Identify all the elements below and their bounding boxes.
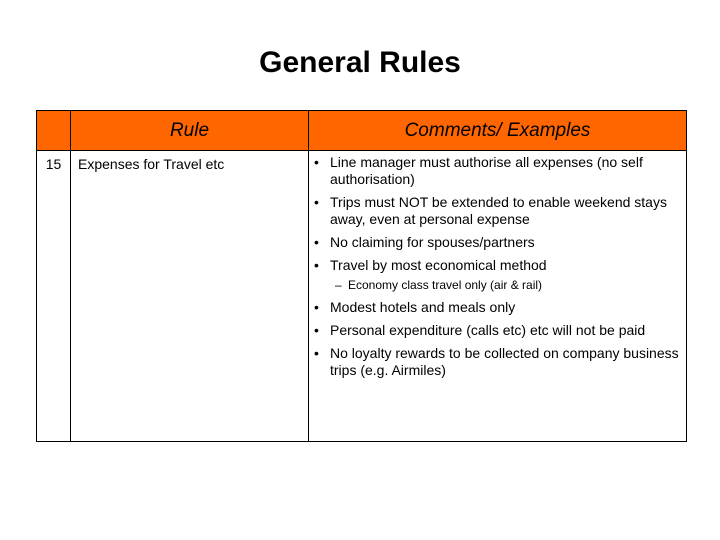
header-number	[37, 111, 71, 151]
dash-icon: –	[335, 278, 342, 292]
bullet-icon: •	[314, 345, 319, 361]
bullet-icon: •	[314, 154, 319, 170]
list-item: • No loyalty rewards to be collected on company business trips (e.g. Airmiles)	[314, 345, 679, 378]
list-item: • Line manager must authorise all expenses (no self authorisation)	[314, 154, 643, 187]
header-comments: Comments/ Examples	[309, 111, 687, 151]
bullet-icon: •	[314, 299, 319, 315]
list-item: • Modest hotels and meals only	[314, 299, 516, 315]
sub-list-item: – Economy class travel only (air & rail)	[335, 278, 543, 292]
header-rule: Rule	[71, 111, 309, 151]
rule-number: 15	[37, 151, 71, 442]
page-title: General Rules	[259, 46, 461, 79]
table-header-row	[37, 111, 687, 151]
list-item: • Travel by most economical method	[314, 257, 547, 273]
comments-cell	[309, 151, 687, 442]
table-row	[37, 151, 687, 442]
bullet-icon: •	[314, 194, 319, 210]
bullet-icon: •	[314, 322, 319, 338]
bullet-icon: •	[314, 234, 319, 250]
list-item: • Personal expenditure (calls etc) etc will not be paid	[314, 322, 646, 338]
rules-table	[36, 110, 687, 442]
list-item: • No claiming for spouses/partners	[314, 234, 535, 250]
comments-list	[309, 154, 682, 379]
rule-name: Expenses for Travel etc	[71, 151, 309, 442]
list-item: • Trips must NOT be extended to enable weekend stays away, even at personal expense	[314, 194, 667, 227]
bullet-icon: •	[314, 257, 319, 273]
